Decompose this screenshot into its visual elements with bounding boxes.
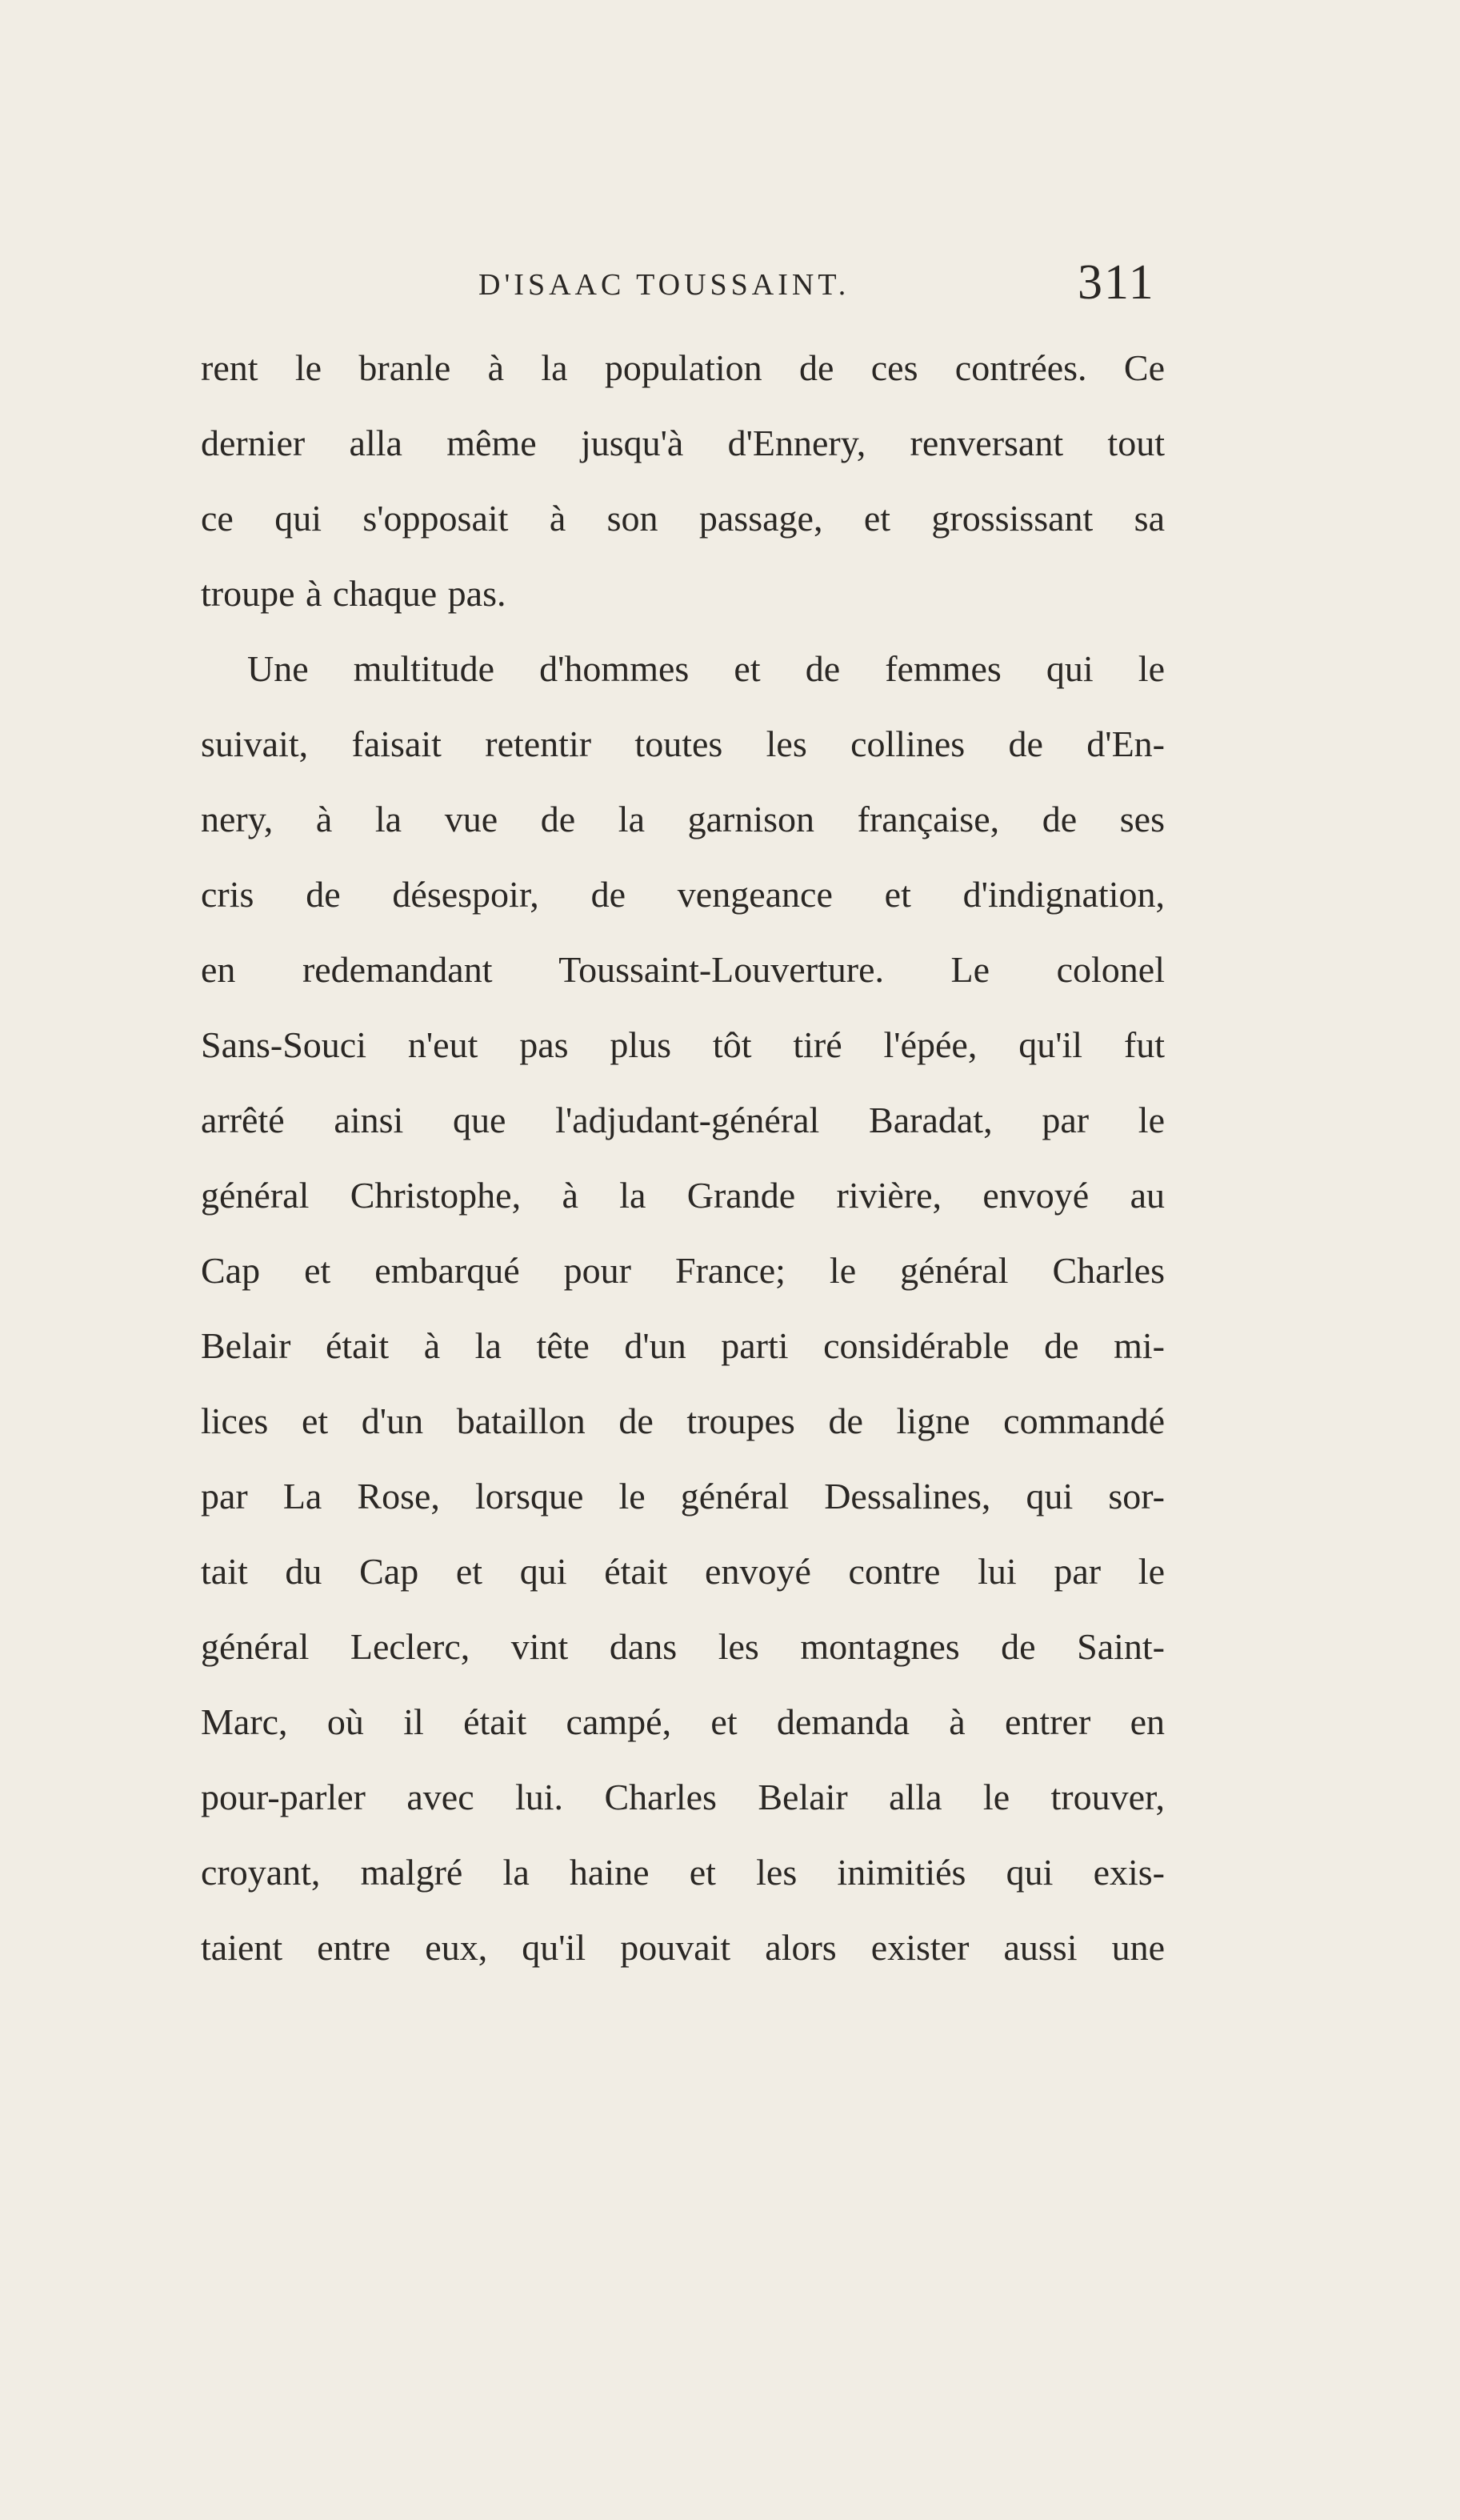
text-line-8: cris de désespoir, de vengeance et d'indignation, <box>201 874 1165 915</box>
text-line-2: dernier alla même jusqu'à d'Ennery, renversant tout <box>201 423 1165 463</box>
text-line-4: troupe à chaque pas. <box>201 573 506 614</box>
text-line-18: général Leclerc, vint dans les montagnes de Saint- <box>201 1626 1165 1667</box>
body-text <box>201 346 1165 2001</box>
text-line-13: Cap et embarqué pour France; le général Charles <box>201 1250 1165 1291</box>
text-line-14: Belair était à la tête d'un parti considérable de mi- <box>201 1325 1165 1366</box>
text-line-17: tait du Cap et qui était envoyé contre lui par le <box>201 1551 1165 1592</box>
text-line-1: rent le branle à la population de ces contrées. Ce <box>201 347 1165 388</box>
text-line-7: nery, à la vue de la garnison française, de ses <box>201 799 1165 839</box>
page-number: 311 <box>1078 255 1155 310</box>
text-line-21: croyant, malgré la haine et les inimitiés qui exis- <box>201 1852 1165 1893</box>
text-line-19: Marc, où il était campé, et demanda à entrer en <box>201 1701 1165 1742</box>
text-line-11: arrêté ainsi que l'adjudant-général Baradat, par le <box>201 1100 1165 1140</box>
text-line-3: ce qui s'opposait à son passage, et grossissant sa <box>201 498 1165 539</box>
text-line-12: général Christophe, à la Grande rivière, envoyé au <box>201 1175 1165 1216</box>
text-line-9: en redemandant Toussaint-Louverture. Le colonel <box>201 949 1165 990</box>
text-line-6: suivait, faisait retentir toutes les collines de d'En- <box>201 723 1165 764</box>
running-head-title: D'ISAAC TOUSSAINT. <box>478 268 850 302</box>
text-line-15: lices et d'un bataillon de troupes de ligne commandé <box>201 1400 1165 1441</box>
running-head <box>0 254 1460 319</box>
text-line-22: taient entre eux, qu'il pouvait alors exister aussi une <box>201 1927 1165 1968</box>
text-line-20: pour-parler avec lui. Charles Belair alla le trouver, <box>201 1777 1165 1817</box>
text-line-10: Sans-Souci n'eut pas plus tôt tiré l'épée, qu'il fut <box>201 1024 1165 1065</box>
text-line-16: par La Rose, lorsque le général Dessalines, qui sor- <box>201 1476 1165 1516</box>
text-line-5: Une multitude d'hommes et de femmes qui le <box>247 648 1165 689</box>
